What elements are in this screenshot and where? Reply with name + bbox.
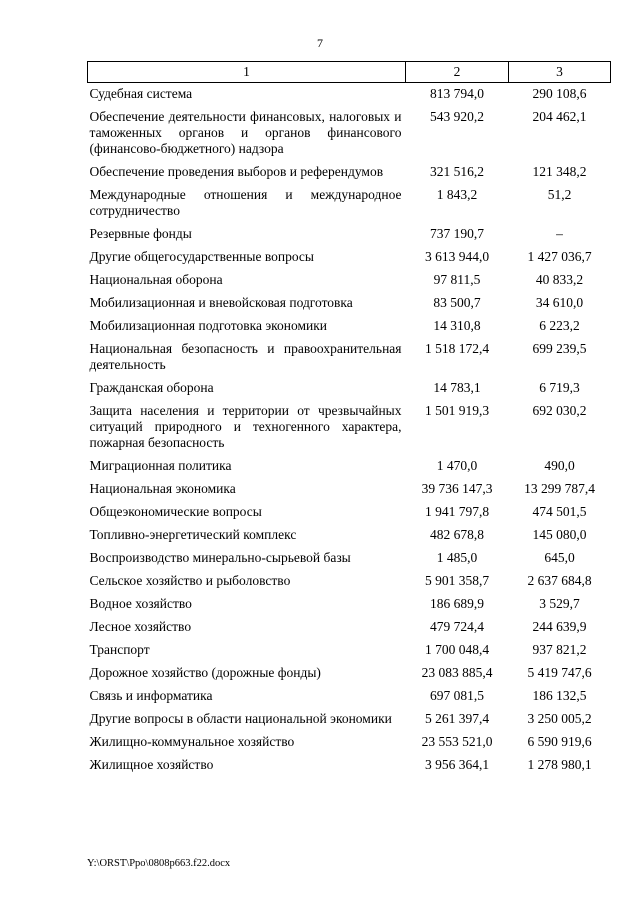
row-category-name: Международные отношения и международное сотрудничество (89, 187, 402, 218)
table-row (88, 547, 611, 570)
row-value-column-3: – (556, 226, 563, 241)
row-value-column-3: 6 590 919,6 (527, 734, 592, 749)
row-value-column-3: 1 427 036,7 (527, 249, 592, 264)
row-value-column-2: 97 811,5 (433, 272, 481, 287)
row-value-column-2: 5 261 397,4 (424, 711, 490, 726)
row-value-column-2: 697 081,5 (430, 688, 484, 703)
table-row (88, 708, 611, 731)
footer-file-path: Y:\ORST\Ppo\0808p663.f22.docx (87, 858, 231, 869)
row-value-column-2: 3 613 944,0 (424, 249, 490, 264)
row-category-name: Судебная система (89, 86, 193, 101)
row-category-name: Сельское хозяйство и рыболовство (89, 573, 291, 588)
row-value-column-3: 204 462,1 (532, 109, 587, 124)
row-value-column-3: 186 132,5 (532, 688, 587, 703)
row-category-name: Мобилизационная и вневойсковая подготовка (89, 295, 353, 310)
row-value-column-3: 13 299 787,4 (524, 481, 595, 496)
row-category-name: Топливно-энергетический комплекс (89, 527, 297, 542)
table-row (88, 478, 611, 501)
table-row (88, 292, 611, 315)
table-header-row (88, 62, 611, 83)
table-row (88, 269, 611, 292)
table-row (88, 639, 611, 662)
row-value-column-2: 14 783,1 (433, 380, 481, 395)
page-number: 7 (317, 36, 323, 50)
row-value-column-3: 51,2 (547, 187, 572, 202)
table-row (88, 338, 611, 377)
row-value-column-3: 34 610,0 (535, 295, 584, 310)
row-value-column-2: 186 689,9 (430, 596, 484, 611)
row-category-name: Миграционная политика (89, 458, 232, 473)
table-row (88, 106, 611, 161)
table-row (88, 246, 611, 269)
column-header-3: 3 (509, 62, 611, 83)
table-row (88, 593, 611, 616)
row-value-column-3: 3 250 005,2 (527, 711, 592, 726)
row-category-name: Воспроизводство минерально-сырьевой базы (89, 550, 351, 565)
column-header-2: 2 (406, 62, 509, 83)
row-value-column-3: 5 419 747,6 (527, 665, 592, 680)
row-value-column-3: 290 108,6 (532, 86, 587, 101)
table-row (88, 685, 611, 708)
row-value-column-2: 14 310,8 (433, 318, 481, 333)
row-category-name: Водное хозяйство (89, 596, 192, 611)
row-value-column-3: 6 719,3 (539, 380, 580, 395)
row-category-name: Гражданская оборона (89, 380, 214, 395)
row-value-column-3: 699 239,5 (532, 341, 587, 356)
row-category-name: Защита населения и территории от чрезвычайных ситуаций природного и техногенного характера, пожарная безопасность (89, 403, 402, 450)
row-category-name: Национальная оборона (89, 272, 223, 287)
row-category-name: Дорожное хозяйство (дорожные фонды) (89, 665, 321, 680)
row-category-name: Жилищно-коммунальное хозяйство (89, 734, 295, 749)
row-value-column-2: 23 553 521,0 (421, 734, 493, 749)
row-value-column-2: 83 500,7 (433, 295, 481, 310)
row-value-column-2: 1 941 797,8 (424, 504, 490, 519)
table-row (88, 400, 611, 455)
budget-table (87, 61, 611, 777)
row-value-column-3: 145 080,0 (532, 527, 587, 542)
row-category-name: Национальная экономика (89, 481, 236, 496)
row-category-name: Национальная безопасность и правоохранительная деятельность (89, 341, 402, 372)
row-category-name: Обеспечение проведения выборов и референдумов (89, 164, 384, 179)
row-value-column-3: 40 833,2 (535, 272, 584, 287)
row-value-column-3: 474 501,5 (532, 504, 587, 519)
table-row (88, 315, 611, 338)
row-category-name: Транспорт (89, 642, 150, 657)
table-row (88, 662, 611, 685)
row-value-column-2: 23 083 885,4 (421, 665, 493, 680)
row-category-name: Общеэкономические вопросы (89, 504, 262, 519)
row-category-name: Обеспечение деятельности финансовых, налоговых и таможенных органов и органов финансового (финансово-бюджетного) надзора (89, 109, 402, 156)
row-value-column-2: 3 956 364,1 (424, 757, 490, 772)
table-row (88, 501, 611, 524)
row-value-column-2: 39 736 147,3 (421, 481, 493, 496)
table-row (88, 83, 611, 107)
row-value-column-3: 692 030,2 (532, 403, 587, 418)
row-value-column-2: 479 724,4 (430, 619, 484, 634)
table-body (88, 83, 611, 778)
table-row (88, 161, 611, 184)
row-value-column-2: 1 470,0 (436, 458, 478, 473)
row-category-name: Другие общегосударственные вопросы (89, 249, 314, 264)
row-value-column-3: 2 637 684,8 (527, 573, 592, 588)
row-value-column-2: 813 794,0 (430, 86, 484, 101)
row-category-name: Мобилизационная подготовка экономики (89, 318, 328, 333)
row-value-column-2: 737 190,7 (430, 226, 484, 241)
table-row (88, 223, 611, 246)
table-row (88, 184, 611, 223)
table-row (88, 616, 611, 639)
row-value-column-3: 1 278 980,1 (527, 757, 592, 772)
table-header (88, 62, 611, 83)
row-category-name: Другие вопросы в области национальной экономики (89, 711, 392, 726)
row-value-column-3: 121 348,2 (532, 164, 587, 179)
table-row (88, 754, 611, 777)
table-row (88, 570, 611, 593)
column-header-1: 1 (88, 62, 406, 83)
row-value-column-2: 1 518 172,4 (424, 341, 490, 356)
table-row (88, 731, 611, 754)
row-value-column-3: 645,0 (544, 550, 575, 565)
row-value-column-3: 244 639,9 (532, 619, 587, 634)
row-value-column-2: 482 678,8 (430, 527, 484, 542)
row-category-name: Резервные фонды (89, 226, 192, 241)
table-row (88, 377, 611, 400)
row-value-column-3: 3 529,7 (539, 596, 580, 611)
row-category-name: Лесное хозяйство (89, 619, 192, 634)
row-value-column-2: 543 920,2 (430, 109, 484, 124)
row-value-column-2: 1 843,2 (436, 187, 478, 202)
table-row (88, 524, 611, 547)
row-value-column-3: 6 223,2 (539, 318, 580, 333)
row-value-column-2: 1 501 919,3 (424, 403, 490, 418)
row-category-name: Связь и информатика (89, 688, 213, 703)
table-row (88, 455, 611, 478)
row-value-column-3: 937 821,2 (532, 642, 587, 657)
row-value-column-2: 1 700 048,4 (424, 642, 490, 657)
row-value-column-2: 321 516,2 (430, 164, 484, 179)
row-value-column-2: 1 485,0 (436, 550, 478, 565)
row-value-column-2: 5 901 358,7 (424, 573, 490, 588)
row-value-column-3: 490,0 (544, 458, 575, 473)
row-category-name: Жилищное хозяйство (89, 757, 214, 772)
